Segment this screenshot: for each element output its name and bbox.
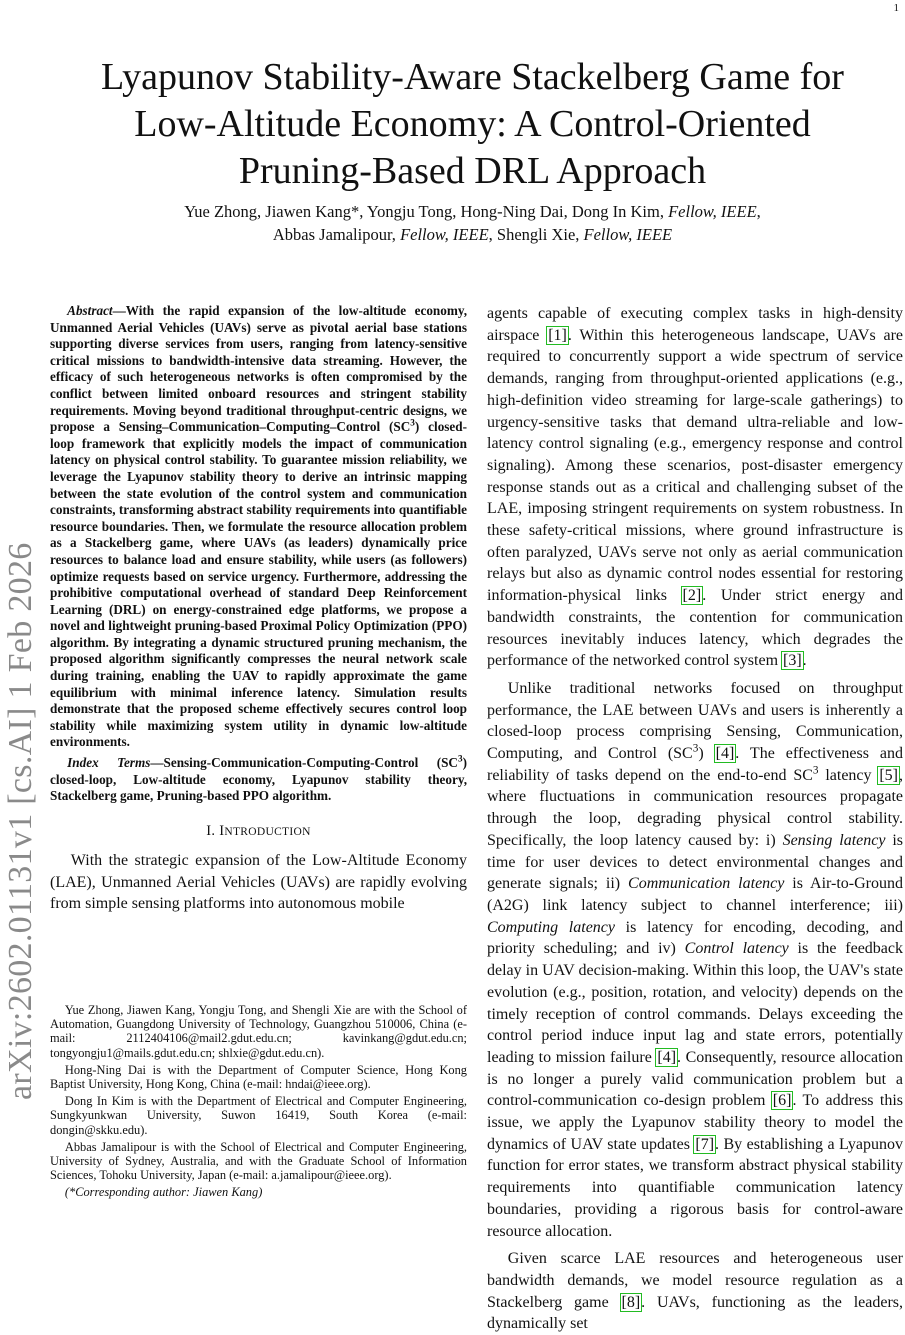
author-line-1 <box>40 200 905 223</box>
author-names: , Shengli Xie, <box>488 225 584 244</box>
text: is time for user devices to detect environmental changes and generate signals; ii) <box>487 831 904 893</box>
arxiv-stamp[interactable]: arXiv:2602.01131v1 [cs.AI] 1 Feb 2026 <box>2 542 39 1100</box>
abstract-text: ) closed-loop framework that explicitly models the impact of communication latency on physical control stability. To guarantee mission reliability, we leverage the Lyapunov stability theory to derive an intrinsic mapping between the state evolution of the control system and communication constraints, transforming abstract stability requirements into quantifiable resource boundaries. Then, we formulate the resource allocation problem as a Stackelberg game, where UAVs (as leaders) dynamically price resources to balance load and ensure stability, while users (as followers) optimize requests based on service urgency. Furthermore, addressing the prohibitive computational overhead of standard Deep Reinforcement Learning (DRL) on energy-constrained edge platforms, we propose a novel and lightweight pruning-based Proximal Policy Optimization (PPO) algorithm. By integrating a dynamic structured pruning mechanism, the proposed algorithm significantly compresses the neural network scale during training, enabling the UAV to rapidly approximate the game equilibrium with minimal inference latency. Simulation results demonstrate that the proposed scheme effectively secures control loop stability while maximizing system utility in dynamic low-altitude environments. <box>50 419 467 750</box>
latency-term: Computing latency <box>487 918 615 936</box>
text: . Under strict energy and bandwidth constraints, the contention for communication resources inevitably induces latency, which degrades the performance of the networked control system <box>487 587 903 670</box>
text: . Consequently, resource allocation is no longer a purely valid communication problem but a control-communication co-design problem <box>487 1048 904 1110</box>
citation-link[interactable]: [6] <box>772 1092 792 1110</box>
footnote: Hong-Ning Dai is with the Department of Computer Science, Hong Kong Baptist University, Hong Kong, China (e-mail: hndai@ieee.org). <box>50 1062 467 1092</box>
superscript: 3 <box>457 753 463 764</box>
text: . UAVs, functioning as the leaders, dynamically set <box>487 1293 903 1333</box>
author-fellow: Fellow, IEEE <box>668 202 757 221</box>
abstract-label: Abstract <box>67 303 113 318</box>
index-terms-label: Index Terms <box>67 755 151 771</box>
text: ) <box>698 745 715 763</box>
index-terms-text: ) closed-loop, Low-altitude economy, Lyapunov stability theory, Stackelberg game, Pruning-based PPO algorithm. <box>50 755 467 804</box>
text: Unlike traditional networks focused on throughput performance, the LAE between UAVs and users is inherently a closed-loop process comprising Sensing, Communication, Computing, and Control (SC <box>487 679 903 763</box>
footnote: Dong In Kim is with the Department of Electrical and Computer Engineering, Sungkyunkwan University, Suwon 16419, South Korea (e-mail: dongin@skku.edu). <box>50 1094 467 1137</box>
author-fellow: Fellow, IEEE <box>400 225 489 244</box>
paper-title <box>40 54 905 195</box>
text: latency <box>818 766 879 784</box>
section-initial: I <box>219 822 225 839</box>
citation-link[interactable]: [1] <box>548 326 567 344</box>
page-number: 1 <box>893 2 899 14</box>
text: is Air-to-Ground (A2G) link latency subject to channel interference; iii) <box>487 875 904 914</box>
section-heading <box>50 823 467 840</box>
section-title: NTRODUCTION <box>224 825 311 838</box>
author-names: Yue Zhong, Jiawen Kang*, Yongju Tong, Hong-Ning Dai, Dong In Kim, <box>184 202 669 221</box>
text: . <box>802 652 807 670</box>
text: . Within this heterogeneous landscape, UAVs are required to concurrently support a wide spectrum of service demands, ranging from throughput-oriented applications (e.g., high-definition video streaming for large-scale gatherings) to urgency-sensitive tasks that demand ultra-reliable and low-latency control signaling (e.g., emergency response and control signaling). Among these scenarios, post-disaster emergency response stands out as a critical and challenging subset of the LAE, imposing stringent requirements on system robustness. In these safety-critical missions, where ground infrastructure is often paralyzed, UAVs serve not only as aerial communication relays but also as dynamic control nodes essential for restoring information-physical links <box>487 326 903 605</box>
footnote: Abbas Jamalipour is with the School of Electrical and Computer Engineering, University of Sydney, Australia, and with the Graduate School of Information Sciences, Tohoku University, Japan (e-mail: a.jamalipour@ieee.org). <box>50 1139 467 1183</box>
abstract-text: —With the rapid expansion of the low-altitude economy, Unmanned Aerial Vehicles (UAVs) serve as pivotal aerial base stations supporting diverse services from users, ranging from latency-sensitive critical missions to bandwidth-intensive data streaming. However, the efficacy of such heterogeneous networks is often compromised by the conflict between limited onboard resources and stringent stability requirements. Moving beyond traditional throughput-centric designs, we propose a Sensing–Communication–Computing–Control (SC <box>50 303 467 435</box>
text: is latency for encoding, decoding, and priority scheduling; and iv) <box>487 918 904 958</box>
body-paragraph <box>487 303 903 672</box>
body-paragraph <box>487 1248 903 1335</box>
text: . The effectiveness and reliability of tasks depend on the end-to-end SC <box>487 745 904 784</box>
superscript: 3 <box>812 764 819 777</box>
citation-link[interactable]: [7] <box>695 1135 715 1153</box>
text: . By establishing a Lyapunov function for error states, we transform abstract physical stability requirements into quantifiable communication latency boundaries, providing a rigorous basis for control-aware resource allocation. <box>487 1135 904 1240</box>
title-line: Lyapunov Stability-Aware Stackelberg Game for <box>101 56 844 98</box>
author-names: Abbas Jamalipour, <box>272 225 401 244</box>
section-numeral: I. <box>206 822 220 839</box>
index-terms <box>50 755 467 805</box>
abstract <box>50 303 467 751</box>
superscript: 3 <box>692 742 699 755</box>
citation-link[interactable]: [3] <box>783 652 802 670</box>
text: is the feedback delay in UAV decision-making. Within this loop, the UAV's state evolution (e.g., position, rotation, and velocity) depends on the timely reception of control commands. Delays exceeding the control period induce input lag and state errors, potentially leading to mission failure <box>487 940 904 1066</box>
intro-paragraph: With the strategic expansion of the Low-Altitude Economy (LAE), Unmanned Aerial Vehicles (UAVs) are rapidly evolving from simple sensing platforms into autonomous mobile <box>50 851 467 913</box>
citation-link[interactable]: [2] <box>682 587 702 605</box>
latency-term: Control latency <box>684 940 789 958</box>
footnote: Yue Zhong, Jiawen Kang, Yongju Tong, and Shengli Xie are with the School of Automation, Guangdong University of Technology, Guangzhou 510006, China (e-mail: 2112404106@mail2.gdut.edu.cn; kavinkang@gdut.edu.cn; tongyongju1@mails.gdut.edu.cn; shlxie@gdut.edu.cn). <box>50 1003 467 1060</box>
footnotes <box>50 1003 467 1203</box>
latency-term: Communication latency <box>628 875 785 893</box>
text: . To address this issue, we apply the Lyapunov stability theory to model the dynamics of UAV state updates <box>487 1092 904 1153</box>
citation-link[interactable]: [5] <box>879 766 898 784</box>
body-paragraph <box>487 678 903 1242</box>
author-punct: , <box>756 202 761 221</box>
corresponding-author-note: (*Corresponding author: Jiawen Kang) <box>64 1185 263 1200</box>
author-list <box>40 200 905 246</box>
citation-link[interactable]: [4] <box>715 745 735 763</box>
title-line: Pruning-Based DRL Approach <box>238 150 707 192</box>
author-fellow: Fellow, IEEE <box>583 225 673 244</box>
title-line: Low-Altitude Economy: A Control-Oriented <box>134 103 811 145</box>
text: agents capable of executing complex tasks in high-density airspace <box>487 305 903 344</box>
superscript: 3 <box>410 417 415 428</box>
text: , where fluctuations in communication resources propagate through the loop, degrading physical control stability. Specifically, the loop latency caused by: i) <box>487 766 903 849</box>
right-column <box>487 303 903 1335</box>
citation-link[interactable]: [8] <box>621 1293 641 1311</box>
text: Given scarce LAE resources and heterogeneous user bandwidth demands, we model resource regulation as a Stackelberg game <box>487 1250 903 1311</box>
citation-link[interactable]: [4] <box>657 1048 677 1066</box>
latency-term: Sensing latency <box>782 831 886 849</box>
left-column <box>50 303 467 915</box>
author-line-2 <box>40 223 905 246</box>
index-terms-text: —Sensing-Communication-Computing-Control (SC <box>150 755 458 771</box>
